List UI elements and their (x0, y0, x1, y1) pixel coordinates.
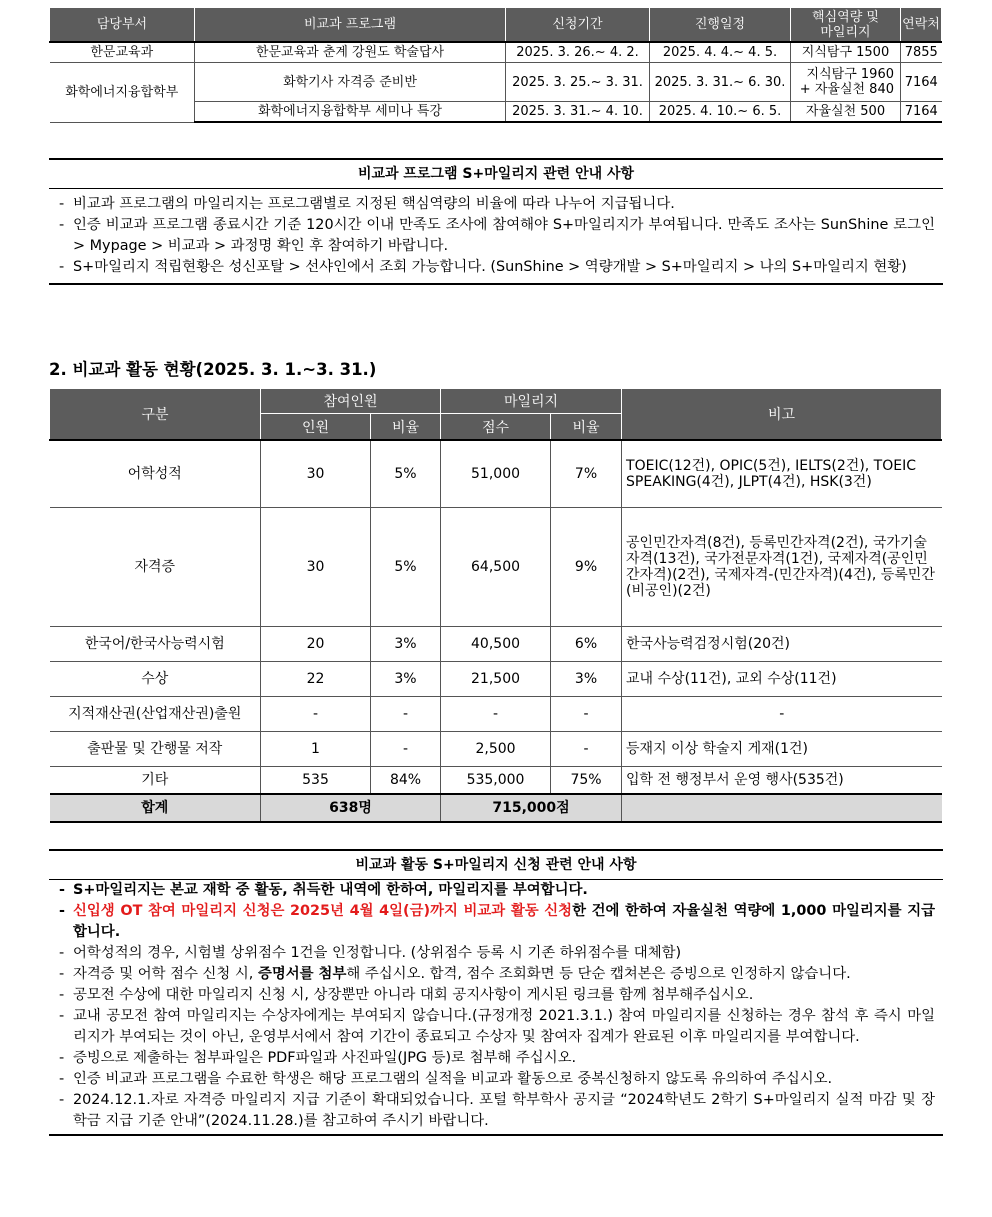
total-label: 합계 (50, 794, 261, 822)
list-item: - 어학성적의 경우, 시험별 상위점수 1건을 인정합니다. (상위점수 등록 시 기존 하위점수를 대체함) (59, 945, 682, 961)
score-cell: 40,500 (441, 626, 551, 661)
score-cell: 51,000 (441, 440, 551, 507)
notice-text: S+마일리지 적립현황은 성신포탈 > 선샤인에서 조회 가능합니다. (SunShine > 역량개발 > S+마일리지 > 나의 S+마일리지 현황) (73, 259, 907, 275)
apply-cell: 2025. 3. 26.~ 4. 2. (506, 42, 650, 63)
mileage-line-2: + 자율실천 840 (799, 82, 894, 97)
score-ratio-cell: 3% (551, 661, 622, 696)
notice-text: 2024.12.1.자로 자격증 마일리지 지급 기준이 확대되었습니다. 포털 학부학사 공지글 “2024학년도 2학기 S+마일리지 실적 마감 및 장학금 지급 기준 안내”(2024.11.28.)를 참고하여 주시기 바랍니다. (73, 1092, 935, 1129)
total-remark (622, 794, 942, 822)
score-cell: 535,000 (441, 766, 551, 794)
program-table-header (50, 8, 942, 43)
list-item: - 증빙으로 제출하는 첨부파일은 PDF파일과 사진파일(JPG 등)로 첨부해 주십시오. (59, 1050, 577, 1066)
count-cell: 535 (261, 766, 371, 794)
table-row (50, 507, 942, 626)
schedule-cell: 2025. 4. 10.~ 6. 5. (650, 102, 791, 123)
score-ratio-cell: 7% (551, 440, 622, 507)
dept-cell: 화학에너지융합학부 (50, 63, 195, 123)
mileage-cell: 지식탐구 1500 (791, 42, 901, 63)
notice-text-highlight: 신입생 OT 참여 마일리지 신청은 2025년 4월 4일(금)까지 비교과 활동 신청 (73, 903, 573, 919)
remark-cell: TOEIC(12건), OPIC(5건), IELTS(2건), TOEIC SPEAKING(4건), JLPT(4건), HSK(3건) (622, 440, 942, 507)
category-cell: 출판물 및 간행물 저작 (50, 731, 261, 766)
total-count: 638명 (261, 794, 441, 822)
remark-cell: 공인민간자격(8건), 등록민간자격(2건), 국가기술자격(13건), 국가전문자격(1건), 국제자격(공인민간자격)(2건), 국제자격-(민간자격)(4건), 등록민간(비공인)(2건) (622, 507, 942, 626)
ratio-cell: - (371, 731, 441, 766)
notice-activity-mileage (49, 849, 943, 1136)
ratio-cell: 5% (371, 440, 441, 507)
count-cell: 1 (261, 731, 371, 766)
notice-body (49, 189, 943, 285)
notice-text: 해 주십시오. 합격, 점수 조회화면 등 단순 캡쳐본은 증빙으로 인정하지 않습니다. (346, 966, 851, 982)
table-row (50, 42, 942, 63)
header-category: 구분 (50, 389, 261, 441)
header-dept: 담당부서 (50, 8, 195, 43)
header-schedule: 진행일정 (650, 8, 791, 43)
score-cell: - (441, 696, 551, 731)
list-item: - 비교과 프로그램의 마일리지는 프로그램별로 지정된 핵심역량의 비율에 따라 나누어 지급됩니다. (59, 196, 675, 212)
score-ratio-cell: 75% (551, 766, 622, 794)
score-cell: 64,500 (441, 507, 551, 626)
activity-table (49, 388, 942, 823)
table-row (50, 440, 942, 507)
contact-cell: 7855 (901, 42, 942, 63)
schedule-cell: 2025. 4. 4.~ 4. 5. (650, 42, 791, 63)
table-row (50, 661, 942, 696)
program-cell: 화학기사 자격증 준비반 (195, 63, 506, 102)
notice-text: 공모전 수상에 대한 마일리지 신청 시, 상장뿐만 아니라 대회 공지사항이 게시된 링크를 함께 첨부해주십시오. (73, 987, 754, 1003)
list-item: - S+마일리지 적립현황은 성신포탈 > 선샤인에서 조회 가능합니다. (SunShine > 역량개발 > S+마일리지 > 나의 S+마일리지 현황) (59, 259, 907, 275)
ratio-cell: 5% (371, 507, 441, 626)
header-score-ratio: 비율 (551, 414, 622, 441)
header-remarks: 비고 (622, 389, 942, 441)
header-contact: 연락처 (901, 8, 942, 43)
notice-text: 어학성적의 경우, 시험별 상위점수 1건을 인정합니다. (상위점수 등록 시 기존 하위점수를 대체함) (73, 945, 682, 961)
total-score: 715,000점 (441, 794, 622, 822)
remark-cell: 한국사능력검정시험(20건) (622, 626, 942, 661)
dept-cell: 한문교육과 (50, 42, 195, 63)
notice-text-bold: 증명서를 첨부 (257, 966, 347, 982)
score-ratio-cell: 6% (551, 626, 622, 661)
notice-text: 한 건에 한하여 자율실천 역량에 1,000 마일리지를 지급합니다. (73, 903, 935, 940)
mileage-cell (791, 63, 901, 102)
table-row (50, 696, 942, 731)
notice-text: 증빙으로 제출하는 첨부파일은 PDF파일과 사진파일(JPG 등)로 첨부해 주십시오. (73, 1050, 577, 1066)
contact-cell: 7164 (901, 63, 942, 102)
notice-text: 자격증 및 어학 점수 신청 시, (73, 966, 258, 982)
notice-text: 교내 공모전 참여 마일리지는 수상자에게는 부여되지 않습니다.(규정개정 2021.3.1.) 참여 마일리지를 신청하는 경우 참석 후 즉시 마일리지가 부여되는 것이 아닌, 운영부서에서 참여 기간이 종료되고 수상자 및 참여자 집계가 완료된 이후 마일리지를 부여합니다. (73, 1008, 935, 1045)
notice-program-mileage (49, 158, 943, 285)
count-cell: - (261, 696, 371, 731)
remark-cell: 교내 수상(11건), 교외 수상(11건) (622, 661, 942, 696)
program-cell: 화학에너지융합학부 세미나 특강 (195, 102, 506, 123)
apply-cell: 2025. 3. 31.~ 4. 10. (506, 102, 650, 123)
notice-text: 인증 비교과 프로그램을 수료한 학생은 해당 프로그램의 실적을 비교과 활동으로 중복신청하지 않도록 유의하여 주십시오. (73, 1071, 833, 1087)
notice-text: 비교과 프로그램의 마일리지는 프로그램별로 지정된 핵심역량의 비율에 따라 나누어 지급됩니다. (73, 196, 675, 212)
notice-text: S+마일리지는 본교 재학 중 활동, 취득한 내역에 한하여, 마일리지를 부여합니다. (73, 882, 588, 898)
remark-cell: 등재지 이상 학술지 게재(1건) (622, 731, 942, 766)
contact-cell: 7164 (901, 102, 942, 123)
list-item: - 인증 비교과 프로그램 종료시간 기준 120시간 이내 만족도 조사에 참여해야 S+마일리지가 부여됩니다. 만족도 조사는 SunShine 로그인 > Mypage > 비교과 > 과정명 확인 후 참여하기 바랍니다. (59, 217, 935, 254)
category-cell: 지적재산권(산업재산권)출원 (50, 696, 261, 731)
notice-text: 인증 비교과 프로그램 종료시간 기준 120시간 이내 만족도 조사에 참여해야 S+마일리지가 부여됩니다. 만족도 조사는 SunShine 로그인 > Mypage > 비교과 > 과정명 확인 후 참여하기 바랍니다. (73, 217, 935, 254)
score-cell: 21,500 (441, 661, 551, 696)
category-cell: 수상 (50, 661, 261, 696)
notice-title: 비교과 활동 S+마일리지 신청 관련 안내 사항 (49, 849, 943, 880)
category-cell: 기타 (50, 766, 261, 794)
header-count: 인원 (261, 414, 371, 441)
category-cell: 자격증 (50, 507, 261, 626)
table-row (50, 731, 942, 766)
notice-title: 비교과 프로그램 S+마일리지 관련 안내 사항 (49, 158, 943, 189)
table-row (50, 63, 942, 102)
ratio-cell: - (371, 696, 441, 731)
header-mileage: 마일리지 (441, 389, 622, 414)
category-cell: 한국어/한국사능력시험 (50, 626, 261, 661)
program-table (49, 7, 942, 123)
header-ratio: 비율 (371, 414, 441, 441)
score-ratio-cell: - (551, 696, 622, 731)
header-score: 점수 (441, 414, 551, 441)
header-competency: 핵심역량 및 마일리지 (791, 8, 901, 43)
header-participants: 참여인원 (261, 389, 441, 414)
remark-cell: - (622, 696, 942, 731)
count-cell: 30 (261, 507, 371, 626)
ratio-cell: 3% (371, 626, 441, 661)
count-cell: 30 (261, 440, 371, 507)
remark-cell: 입학 전 행정부서 운영 행사(535건) (622, 766, 942, 794)
notice-list (49, 194, 943, 278)
count-cell: 22 (261, 661, 371, 696)
schedule-cell: 2025. 3. 31.~ 6. 30. (650, 63, 791, 102)
notice-list (49, 880, 943, 1132)
score-cell: 2,500 (441, 731, 551, 766)
table-row (50, 766, 942, 794)
table-row (50, 626, 942, 661)
apply-cell: 2025. 3. 25.~ 3. 31. (506, 63, 650, 102)
count-cell: 20 (261, 626, 371, 661)
list-item: - 인증 비교과 프로그램을 수료한 학생은 해당 프로그램의 실적을 비교과 활동으로 중복신청하지 않도록 유의하여 주십시오. (59, 1071, 833, 1087)
list-item: - S+마일리지는 본교 재학 중 활동, 취득한 내역에 한하여, 마일리지를 부여합니다. (59, 882, 588, 898)
list-item: - 신입생 OT 참여 마일리지 신청은 2025년 4월 4일(금)까지 비교과 활동 신청한 건에 한하여 자율실천 역량에 1,000 마일리지를 지급합니다. (59, 903, 935, 940)
mileage-cell: 자율실천 500 (791, 102, 901, 123)
list-item: - 교내 공모전 참여 마일리지는 수상자에게는 부여되지 않습니다.(규정개정 2021.3.1.) 참여 마일리지를 신청하는 경우 참석 후 즉시 마일리지가 부여되는 것이 아닌, 운영부서에서 참여 기간이 종료되고 수상자 및 참여자 집계가 완료된 이후 마일리지를 부여합니다. (59, 1008, 935, 1045)
ratio-cell: 3% (371, 661, 441, 696)
score-ratio-cell: 9% (551, 507, 622, 626)
header-apply-period: 신청기간 (506, 8, 650, 43)
notice-body (49, 880, 943, 1136)
score-ratio-cell: - (551, 731, 622, 766)
list-item: - 자격증 및 어학 점수 신청 시, 증명서를 첨부해 주십시오. 합격, 점수 조회화면 등 단순 캡쳐본은 증빙으로 인정하지 않습니다. (59, 966, 851, 982)
ratio-cell: 84% (371, 766, 441, 794)
category-cell: 어학성적 (50, 440, 261, 507)
mileage-line-1: 지식탐구 1960 (806, 67, 894, 82)
program-cell: 한문교육과 춘계 강원도 학술답사 (195, 42, 506, 63)
list-item: - 2024.12.1.자로 자격증 마일리지 지급 기준이 확대되었습니다. 포털 학부학사 공지글 “2024학년도 2학기 S+마일리지 실적 마감 및 장학금 지급 기준 안내”(2024.11.28.)를 참고하여 주시기 바랍니다. (59, 1092, 935, 1129)
header-program: 비교과 프로그램 (195, 8, 506, 43)
list-item: - 공모전 수상에 대한 마일리지 신청 시, 상장뿐만 아니라 대회 공지사항이 게시된 링크를 함께 첨부해주십시오. (59, 987, 754, 1003)
activity-table-header (50, 389, 942, 414)
total-row (50, 794, 942, 822)
section-title: 2. 비교과 활동 현황(2025. 3. 1.~3. 31.) (49, 360, 377, 379)
